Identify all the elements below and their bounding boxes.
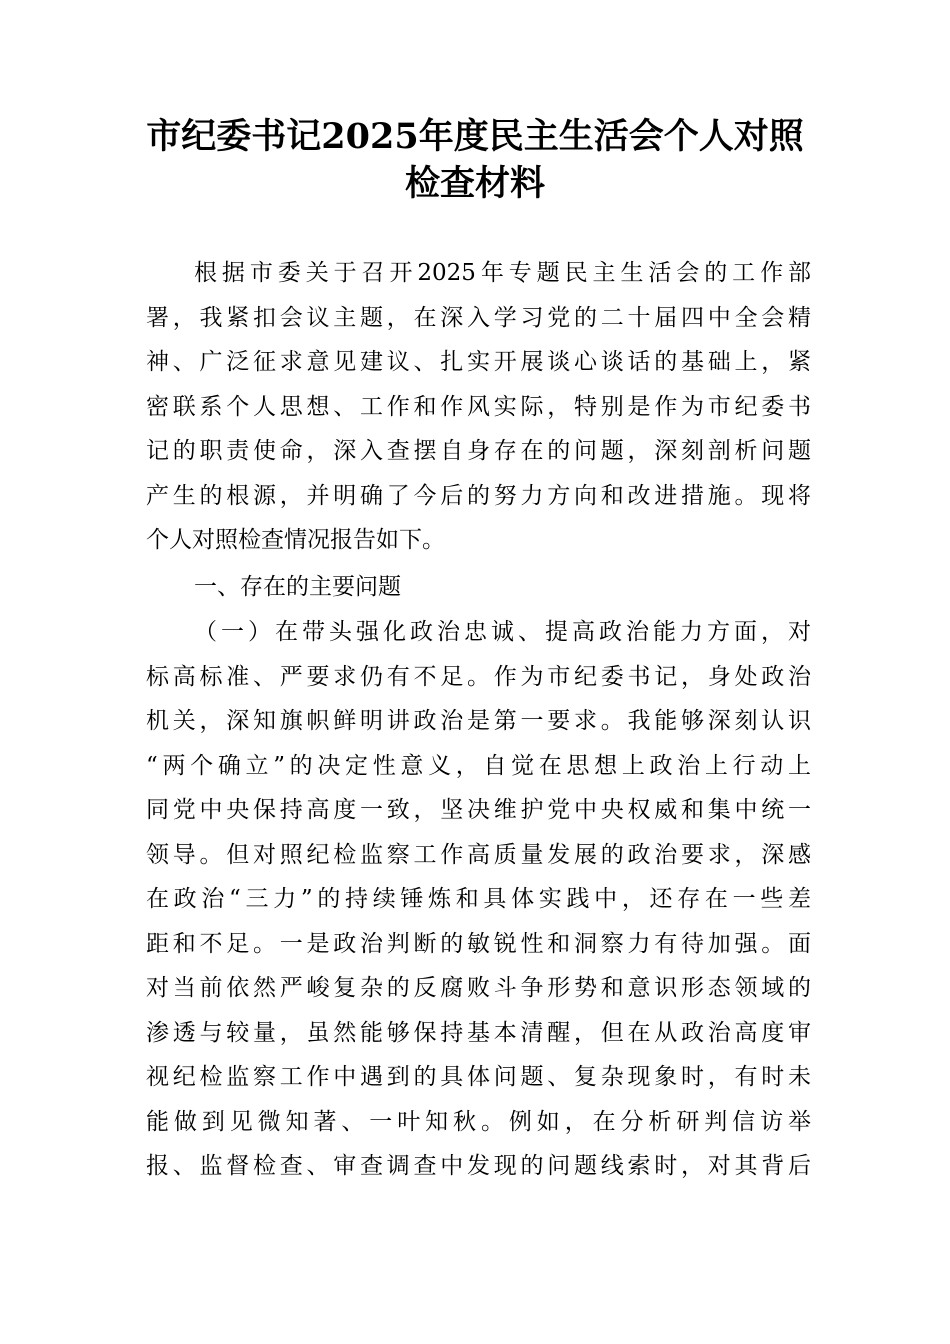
paragraph-line: 同党中央保持高度一致，坚决维护党中央权威和集中统一 [146,797,811,823]
paragraph-line: 产生的根源，并明确了今后的努力方向和改进措施。现将 [146,482,811,509]
paragraph-line: 记的职责使命，深入查摆自身存在的问题，深刻剖析问题 [146,438,811,464]
paragraph-line: 视纪检监察工作中遇到的具体问题、复杂现象时，有时未 [146,1064,811,1090]
paragraph-line: 根据市委关于召开2025年专题民主生活会的工作部 [194,260,811,286]
paragraph-line: 距和不足。一是政治判断的敏锐性和洞察力有待加强。面 [146,930,811,957]
paragraph-line: 署，我紧扣会议主题，在深入学习党的二十届四中全会精 [146,304,811,331]
document-title [120,113,830,207]
paragraph-line: （一）在带头强化政治忠诚、提高政治能力方面，对 [194,619,811,645]
paragraph-line: 标高标准、严要求仍有不足。作为市纪委书记，身处政治 [146,663,811,690]
paragraph-line: “两个确立”的决定性意义，自觉在思想上政治上行动上 [146,752,811,779]
paragraph-line: 密联系个人思想、工作和作风实际，特别是作为市纪委书 [146,393,811,420]
paragraph-line: 报、监督检查、审查调查中发现的问题线索时，对其背后 [146,1153,811,1179]
paragraph-line: 个人对照检查情况报告如下。 [146,527,445,553]
title-line-2: 检查材料 [404,163,545,204]
intro-paragraph [146,251,811,563]
paragraph-line: 神、广泛征求意见建议、扎实开展谈心谈话的基础上，紧 [146,349,811,375]
section-paragraph [146,610,811,1189]
section-heading: 一、存在的主要问题 [194,574,401,600]
paragraph-line: 渗透与较量，虽然能够保持基本清醒，但在从政治高度审 [146,1019,811,1046]
title-line-1: 市纪委书记2025年度民主生活会个人对照 [146,116,804,157]
paragraph-line: 能做到见微知著、一叶知秋。例如，在分析研判信访举 [146,1108,811,1135]
paragraph-line: 机关，深知旗帜鲜明讲政治是第一要求。我能够深刻认识 [146,708,811,734]
paragraph-line: 对当前依然严峻复杂的反腐败斗争形势和意识形态领域的 [146,975,811,1001]
paragraph-line: 领导。但对照纪检监察工作高质量发展的政治要求，深感 [146,841,811,868]
paragraph-line: 在政治“三力”的持续锤炼和具体实践中，还存在一些差 [146,886,811,912]
